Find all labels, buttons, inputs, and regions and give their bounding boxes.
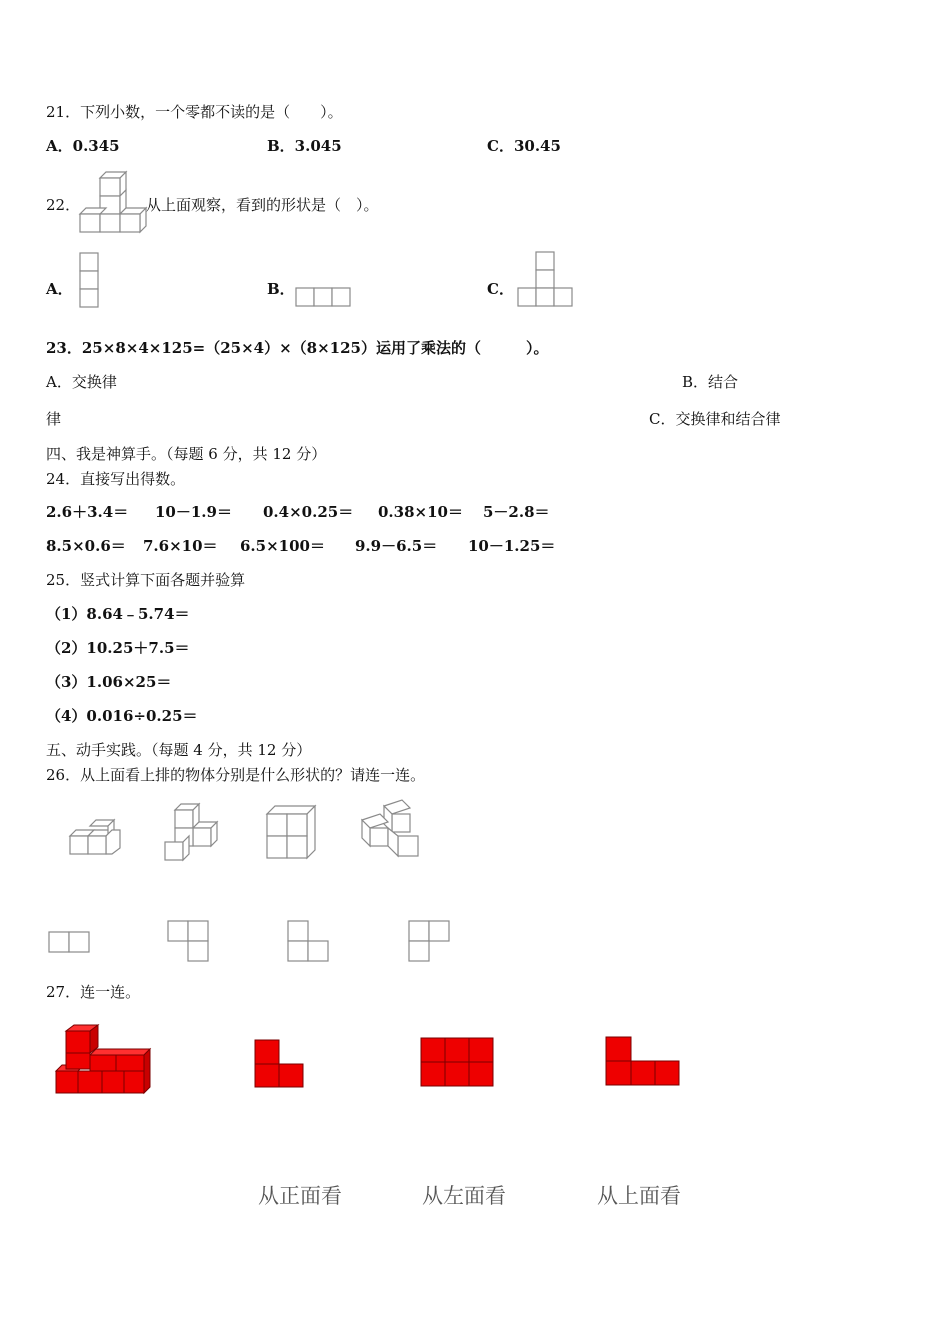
caption-front-view: 从正面看 bbox=[258, 1184, 342, 1208]
q24-r1-c1: 2.6＋3.4＝ bbox=[46, 503, 129, 521]
q21-option-b: B．3.045 bbox=[267, 137, 342, 155]
q25-stem: 25．竖式计算下面各题并验算 bbox=[46, 571, 246, 589]
q26-object-1 bbox=[68, 816, 124, 860]
caption-top-view: 从上面看 bbox=[597, 1184, 681, 1208]
section5-title: 五、动手实践。（每题 4 分，共 12 分） bbox=[46, 741, 312, 759]
q22-option-a: A． bbox=[46, 280, 73, 298]
q25-item-3: （3）1.06×25＝ bbox=[46, 673, 172, 691]
q22-stem: 从上面观察，看到的形状是（ ）。 bbox=[146, 196, 379, 214]
q27-red-view-2 bbox=[420, 1037, 494, 1087]
q24-r1-c4: 0.38×10＝ bbox=[378, 503, 463, 521]
q24-r2-c1: 8.5×0.6＝ bbox=[46, 537, 126, 555]
q23-option-c: C．交换律和结合律 bbox=[649, 410, 781, 428]
q27-red-object bbox=[52, 1023, 152, 1099]
q22-option-c-shape bbox=[517, 251, 575, 311]
q24-stem: 24．直接写出得数。 bbox=[46, 470, 186, 488]
q26-view-1 bbox=[48, 931, 92, 953]
q26-view-4 bbox=[408, 920, 452, 964]
q24-r1-c3: 0.4×0.25＝ bbox=[263, 503, 354, 521]
caption-left-view: 从左面看 bbox=[422, 1184, 506, 1208]
q26-object-2 bbox=[163, 802, 225, 864]
q21-option-c: C．30.45 bbox=[487, 137, 561, 155]
q24-r2-c3: 6.5×100＝ bbox=[240, 537, 325, 555]
q26-stem: 26．从上面看上排的物体分别是什么形状的？请连一连。 bbox=[46, 766, 426, 784]
q22-option-c: C． bbox=[487, 280, 514, 298]
q23-stem: 23．25×8×4×125=（25×4）×（8×125）运用了乘法的（ ）。 bbox=[46, 339, 549, 357]
q22-cube-figure bbox=[78, 170, 148, 240]
q23-option-a: A．交换律 bbox=[46, 373, 117, 391]
q26-view-2 bbox=[167, 920, 211, 964]
q24-r2-c2: 7.6×10＝ bbox=[143, 537, 218, 555]
q21-option-a: A．0.345 bbox=[46, 137, 120, 155]
q27-red-view-3 bbox=[605, 1036, 681, 1086]
q26-object-4 bbox=[358, 798, 424, 862]
q24-r2-c5: 10－1.25＝ bbox=[468, 537, 556, 555]
section4-title: 四、我是神算手。（每题 6 分，共 12 分） bbox=[46, 445, 327, 463]
q24-r1-c5: 5－2.8＝ bbox=[483, 503, 550, 521]
q24-r1-c2: 10－1.9＝ bbox=[155, 503, 232, 521]
q22-number: 22． bbox=[46, 196, 81, 214]
q25-item-1: （1）8.64﹣5.74＝ bbox=[46, 605, 190, 623]
q27-red-view-1 bbox=[254, 1039, 304, 1089]
q23-option-b: B．结合 bbox=[682, 373, 739, 391]
q25-item-2: （2）10.25＋7.5＝ bbox=[46, 639, 190, 657]
q22-option-a-shape bbox=[79, 252, 99, 310]
q22-option-b-shape bbox=[295, 287, 353, 307]
q23-option-b-wrap: 律 bbox=[46, 410, 62, 428]
q26-view-3 bbox=[287, 920, 331, 964]
q21-stem: 21．下列小数，一个零都不读的是（ ）。 bbox=[46, 103, 343, 121]
q24-r2-c4: 9.9－6.5＝ bbox=[355, 537, 438, 555]
q26-object-3 bbox=[265, 804, 323, 862]
q27-stem: 27．连一连。 bbox=[46, 983, 141, 1001]
q25-item-4: （4）0.016÷0.25＝ bbox=[46, 707, 198, 725]
q22-option-b: B． bbox=[267, 280, 295, 298]
